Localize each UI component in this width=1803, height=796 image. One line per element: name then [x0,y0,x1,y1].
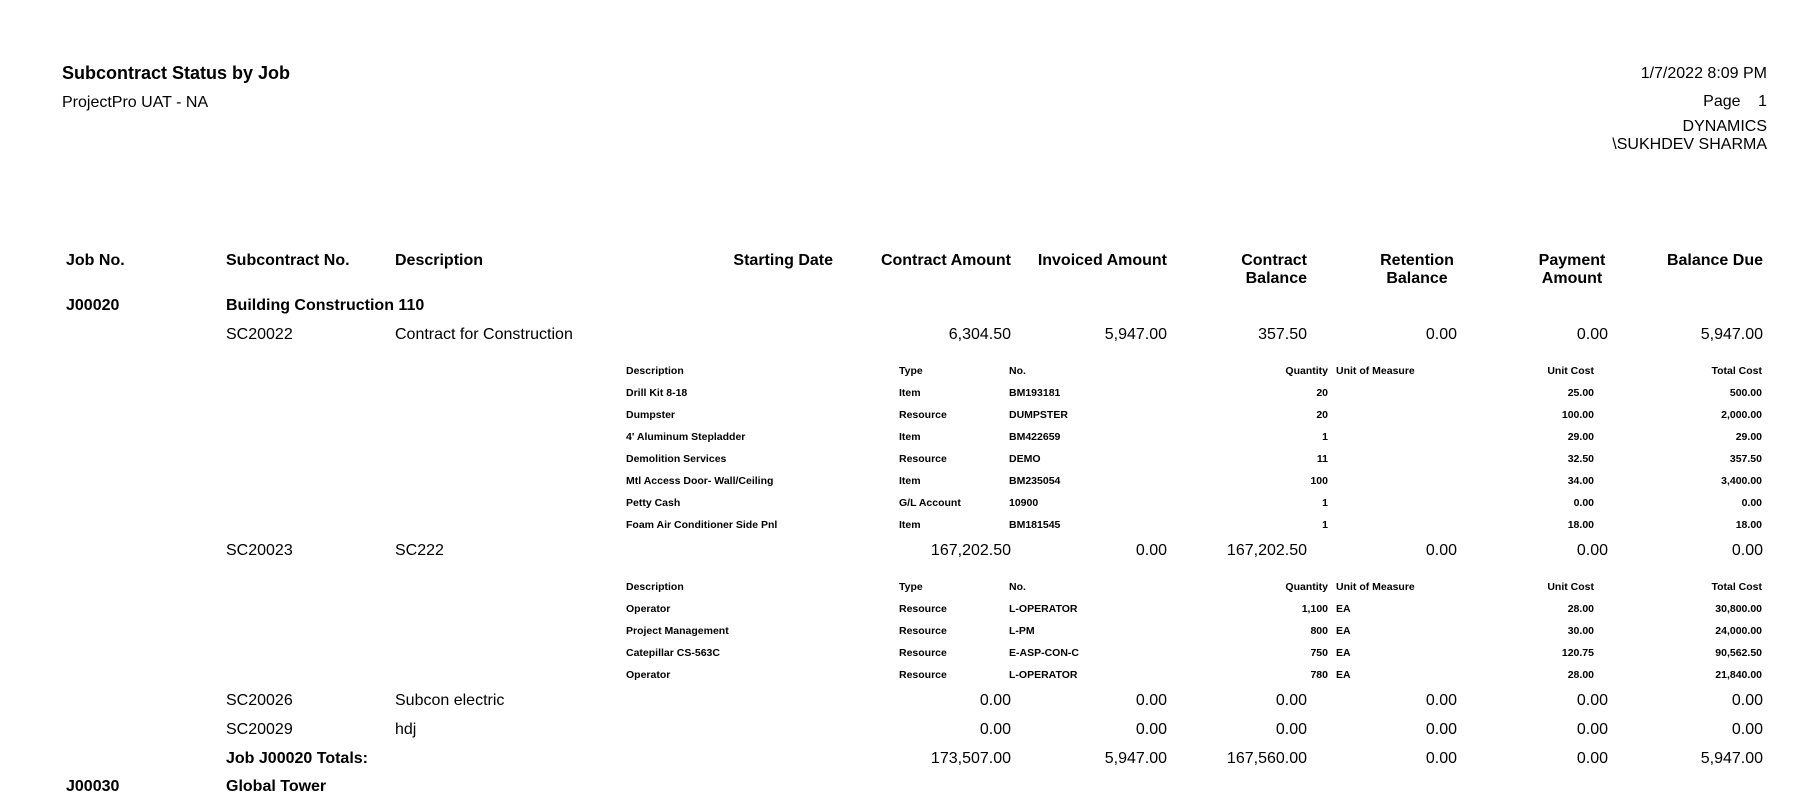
line-no: L-PM [1009,625,1035,637]
col-payment-amount-line1: Payment [1538,252,1606,269]
detail-col-type: Type [899,365,923,377]
balance-due: 0.00 [1731,721,1763,738]
detail-col-uom: Unit of Measure [1336,365,1415,377]
page-label: Page [1703,93,1741,110]
line-description: Operator [626,669,671,681]
line-total-cost: 90,562.50 [1715,647,1762,659]
detail-col-total-cost: Total Cost [1711,581,1762,593]
total-balance-due: 5,947.00 [1700,750,1763,767]
company-name: ProjectPro UAT - NA [62,94,209,111]
detail-col-uom: Unit of Measure [1336,581,1415,593]
retention-balance: 0.00 [1425,326,1457,343]
line-description: Dumpster [626,409,676,421]
job-no: J00030 [66,778,120,795]
page-indicator [1703,93,1767,111]
job-no: J00020 [66,297,120,314]
contract-balance: 0.00 [1275,721,1307,738]
col-job-no: Job No. [66,252,125,269]
detail-col-no: No. [1009,581,1026,593]
col-balance-due: Balance Due [1666,252,1763,269]
balance-due: 0.00 [1731,692,1763,709]
retention-balance: 0.00 [1425,692,1457,709]
payment-amount: 0.00 [1576,721,1608,738]
line-type: Resource [899,603,947,615]
line-type: Resource [899,409,947,421]
total-contract-balance: 167,560.00 [1226,750,1307,767]
line-type: Resource [899,647,947,659]
line-quantity: 11 [1316,453,1328,465]
line-no: BM181545 [1009,519,1061,531]
col-starting-date: Starting Date [733,252,833,269]
line-description: 4' Aluminum Stepladder [626,431,746,443]
line-description: Drill Kit 8-18 [626,387,688,399]
detail-col-quantity: Quantity [1285,365,1328,377]
col-contract-balance-line1: Contract [1241,252,1307,269]
line-description: Demolition Services [626,453,727,465]
line-total-cost: 3,400.00 [1721,475,1762,487]
detail-col-no: No. [1009,365,1026,377]
col-contract-balance [1241,252,1307,288]
col-description: Description [395,252,484,269]
line-uom: EA [1336,603,1351,615]
line-unit-cost: 0.00 [1573,497,1594,509]
line-no: L-OPERATOR [1009,669,1078,681]
invoiced-amount: 0.00 [1135,721,1167,738]
subcontract-description: hdj [395,721,417,738]
line-unit-cost: 30.00 [1567,625,1594,637]
line-total-cost: 30,800.00 [1715,603,1762,615]
line-type: Item [899,387,921,399]
total-invoiced-amount: 5,947.00 [1104,750,1167,767]
line-quantity: 1,100 [1301,603,1328,615]
line-type: Item [899,519,921,531]
contract-balance: 167,202.50 [1226,542,1307,559]
payment-amount: 0.00 [1576,542,1608,559]
line-unit-cost: 28.00 [1567,603,1594,615]
col-retention-balance-line1: Retention [1380,252,1454,269]
line-no: BM193181 [1009,387,1061,399]
payment-amount: 0.00 [1576,692,1608,709]
line-unit-cost: 28.00 [1567,669,1594,681]
total-payment-amount: 0.00 [1576,750,1608,767]
user-domain: DYNAMICS [1682,118,1767,135]
line-description: Foam Air Conditioner Side Pnl [626,519,778,531]
col-invoiced-amount: Invoiced Amount [1037,252,1167,269]
balance-due: 0.00 [1731,542,1763,559]
col-payment-amount-line2: Amount [1541,270,1603,287]
page-number: 1 [1758,93,1767,110]
payment-amount: 0.00 [1576,326,1608,343]
line-type: Resource [899,625,947,637]
line-no: L-OPERATOR [1009,603,1078,615]
subcontract-no: SC20026 [226,692,293,709]
line-total-cost: 24,000.00 [1715,625,1762,637]
detail-col-total-cost: Total Cost [1711,365,1762,377]
user-name: \SUKHDEV SHARMA [1612,136,1767,149]
subcontract-description: Contract for Construction [395,326,573,343]
line-type: Item [899,475,921,487]
contract-amount: 0.00 [979,692,1011,709]
job-name: Building Construction 110 [226,297,425,314]
detail-col-unit-cost: Unit Cost [1547,365,1594,377]
job-name: Global Tower [226,778,327,795]
invoiced-amount: 0.00 [1135,542,1167,559]
line-no: BM235054 [1009,475,1061,487]
line-description: Petty Cash [626,497,681,509]
line-quantity: 20 [1316,387,1328,399]
subcontract-description: SC222 [395,542,444,559]
col-retention-balance-line2: Balance [1386,270,1448,287]
invoiced-amount: 0.00 [1135,692,1167,709]
contract-balance: 0.00 [1275,692,1307,709]
line-type: G/L Account [899,497,961,509]
retention-balance: 0.00 [1425,542,1457,559]
detail-col-description: Description [626,581,684,593]
line-total-cost: 357.50 [1729,453,1762,465]
detail-col-quantity: Quantity [1285,581,1328,593]
line-quantity: 20 [1316,409,1328,421]
contract-balance: 357.50 [1258,326,1307,343]
report-title: Subcontract Status by Job [62,63,291,83]
subcontract-no: SC20029 [226,721,293,738]
line-total-cost: 2,000.00 [1721,409,1762,421]
detail-col-unit-cost: Unit Cost [1547,581,1594,593]
col-retention-balance [1362,252,1472,288]
report-datetime: 1/7/2022 8:09 PM [1640,65,1767,82]
line-description: Operator [626,603,671,615]
line-unit-cost: 32.50 [1567,453,1594,465]
line-unit-cost: 25.00 [1567,387,1594,399]
retention-balance: 0.00 [1425,721,1457,738]
col-payment-amount [1520,252,1624,288]
job-totals-label: Job J00020 Totals: [226,750,368,767]
line-no: BM422659 [1009,431,1061,443]
line-quantity: 780 [1310,669,1328,681]
subcontract-no: SC20022 [226,326,293,343]
contract-amount: 6,304.50 [948,326,1011,343]
line-quantity: 750 [1310,647,1328,659]
line-description: Project Management [626,625,729,637]
line-no: 10900 [1009,497,1039,509]
invoiced-amount: 5,947.00 [1104,326,1167,343]
line-quantity: 100 [1310,475,1328,487]
line-type: Resource [899,669,947,681]
contract-amount: 167,202.50 [930,542,1011,559]
total-contract-amount: 173,507.00 [930,750,1011,767]
detail-col-description: Description [626,365,684,377]
line-description: Mtl Access Door- Wall/Ceiling [626,475,774,487]
line-quantity: 1 [1322,519,1328,531]
line-uom: EA [1336,625,1351,637]
line-total-cost: 21,840.00 [1715,669,1762,681]
total-retention-balance: 0.00 [1425,750,1457,767]
line-total-cost: 0.00 [1741,497,1762,509]
line-type: Resource [899,453,947,465]
col-contract-balance-line2: Balance [1245,270,1307,287]
col-contract-amount: Contract Amount [880,252,1011,269]
line-uom: EA [1336,669,1351,681]
line-description: Catepillar CS-563C [626,647,720,659]
line-no: DEMO [1009,453,1041,465]
balance-due: 5,947.00 [1700,326,1763,343]
detail-col-type: Type [899,581,923,593]
col-subcontract-no: Subcontract No. [226,252,350,269]
line-no: DUMPSTER [1009,409,1068,421]
line-total-cost: 29.00 [1735,431,1762,443]
line-type: Item [899,431,921,443]
line-total-cost: 500.00 [1729,387,1762,399]
line-quantity: 1 [1322,497,1328,509]
line-quantity: 800 [1310,625,1328,637]
subcontract-no: SC20023 [226,542,293,559]
line-uom: EA [1336,647,1351,659]
line-quantity: 1 [1322,431,1328,443]
line-total-cost: 18.00 [1735,519,1762,531]
line-no: E-ASP-CON-C [1009,647,1079,659]
line-unit-cost: 120.75 [1561,647,1594,659]
contract-amount: 0.00 [979,721,1011,738]
line-unit-cost: 100.00 [1561,409,1594,421]
line-unit-cost: 18.00 [1567,519,1594,531]
line-unit-cost: 29.00 [1567,431,1594,443]
line-unit-cost: 34.00 [1567,475,1594,487]
subcontract-description: Subcon electric [395,692,505,709]
